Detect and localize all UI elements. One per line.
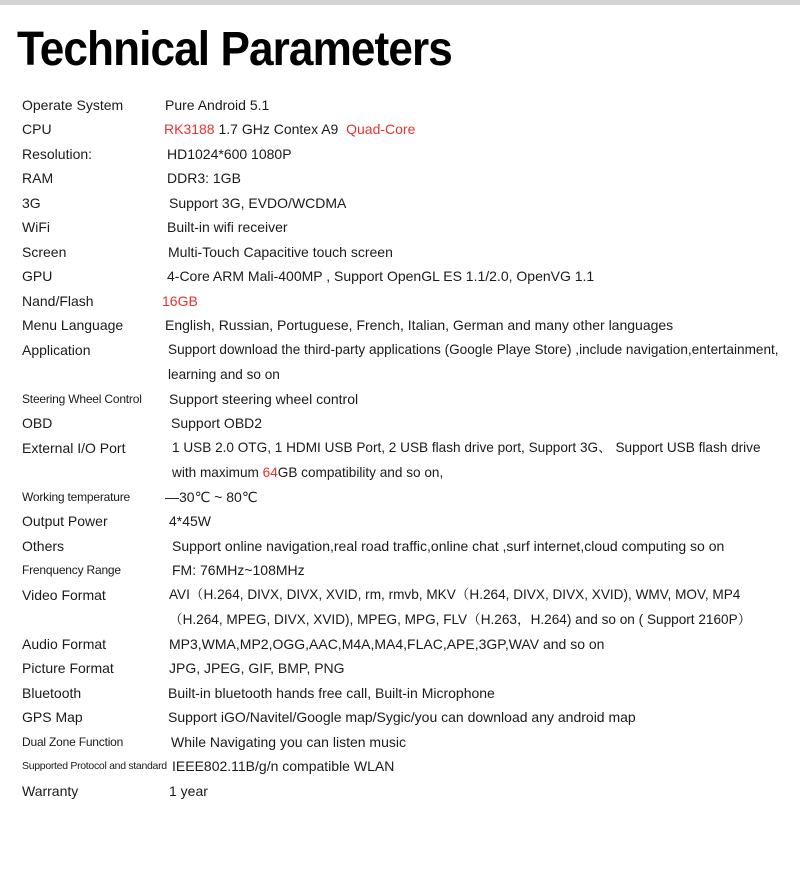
- spec-label: Resolution:: [22, 146, 93, 162]
- spec-label: Supported Protocol and standard: [22, 760, 167, 772]
- spec-label: Working temperature: [22, 490, 131, 504]
- spec-value: Support 3G, EVDO/WCDMA: [169, 195, 347, 211]
- spec-label: Dual Zone Function: [22, 735, 124, 749]
- spec-label: Others: [22, 538, 65, 554]
- spec-value: Support steering wheel control: [169, 391, 359, 407]
- spec-label: RAM: [22, 170, 54, 186]
- spec-value: [172, 436, 782, 485]
- spec-label: WiFi: [22, 219, 50, 235]
- spec-label: GPU: [22, 268, 53, 284]
- cpu-speed: 1.7 GHz Contex A9: [218, 121, 339, 137]
- spec-label: Frenquency Range: [22, 563, 121, 577]
- spec-label: Video Format: [22, 587, 106, 603]
- spec-value: [164, 117, 782, 142]
- spec-value: Multi-Touch Capacitive touch screen: [168, 244, 393, 260]
- spec-label: CPU: [22, 121, 52, 137]
- io-port-text: 1 USB 2.0 OTG, 1 HDMI USB Port, 2 USB flash drive port, Support 3G、 Support USB flash drive with maximum: [172, 440, 761, 480]
- spec-value: 1 year: [169, 783, 208, 799]
- spec-label: Output Power: [22, 513, 108, 529]
- spec-value: Support online navigation,real road traffic,online chat ,surf internet,cloud computing so on: [172, 538, 725, 554]
- spec-label: Nand/Flash: [22, 293, 94, 309]
- spec-label: Warranty: [22, 783, 79, 799]
- top-divider: [0, 0, 800, 5]
- spec-value: 16GB: [162, 293, 198, 309]
- spec-value: Support iGO/Navitel/Google map/Sygic/you can download any android map: [168, 709, 636, 725]
- spec-label: Bluetooth: [22, 685, 82, 701]
- spec-label: GPS Map: [22, 709, 83, 725]
- spec-label: Operate System: [22, 97, 124, 113]
- spec-value: While Navigating you can listen music: [171, 734, 406, 750]
- spec-value: —30℃ ~ 80℃: [165, 489, 258, 505]
- cpu-chip: RK3188: [164, 121, 215, 137]
- spec-label: Picture Format: [22, 660, 114, 676]
- spec-label: 3G: [22, 195, 41, 211]
- spec-value: AVI（H.264, DIVX, DIVX, XVID, rm, rmvb, MKV（H.264, DIVX, DIVX, XVID), WMV, MOV, MP4（H.264, MPEG, DIVX, XVID), MPEG, MPG, FLV（H.263，H.264) and so on ( Support 2160P）: [169, 587, 752, 627]
- spec-value: JPG, JPEG, GIF, BMP, PNG: [169, 660, 345, 676]
- spec-value: English, Russian, Portuguese, French, Italian, German and many other languages: [165, 317, 674, 333]
- spec-value: Built-in wifi receiver: [167, 219, 288, 235]
- spec-label: OBD: [22, 415, 53, 431]
- spec-label: Menu Language: [22, 317, 124, 333]
- spec-value: Support download the third-party applications (Google Playe Store) ,include navigation,entertainment, learning and so on: [168, 342, 779, 382]
- spec-label: External I/O Port: [22, 440, 126, 456]
- page-title: Technical Parameters: [17, 23, 452, 76]
- spec-value: HD1024*600 1080P: [167, 146, 292, 162]
- spec-label: Application: [22, 342, 91, 358]
- spec-value: MP3,WMA,MP2,OGG,AAC,M4A,MA4,FLAC,APE,3GP,WAV and so on: [169, 636, 605, 652]
- spec-label: Screen: [22, 244, 67, 260]
- spec-value: Support OBD2: [171, 415, 263, 431]
- spec-value: Pure Android 5.1: [165, 97, 270, 113]
- io-port-text-end: GB compatibility and so on,: [277, 464, 444, 480]
- io-port-capacity: 64: [262, 464, 278, 480]
- spec-label: Steering Wheel Control: [22, 392, 142, 406]
- spec-value: 4-Core ARM Mali-400MP , Support OpenGL ES 1.1/2.0, OpenVG 1.1: [167, 268, 595, 284]
- cpu-cores: Quad-Core: [346, 121, 416, 137]
- spec-value: DDR3: 1GB: [167, 170, 241, 186]
- spec-value: 4*45W: [169, 513, 212, 529]
- spec-value: FM: 76MHz~108MHz: [172, 562, 305, 578]
- spec-value: Built-in bluetooth hands free call, Built-in Microphone: [168, 685, 495, 701]
- spec-label: Audio Format: [22, 636, 107, 652]
- spec-value: IEEE802.11B/g/n compatible WLAN: [172, 758, 395, 774]
